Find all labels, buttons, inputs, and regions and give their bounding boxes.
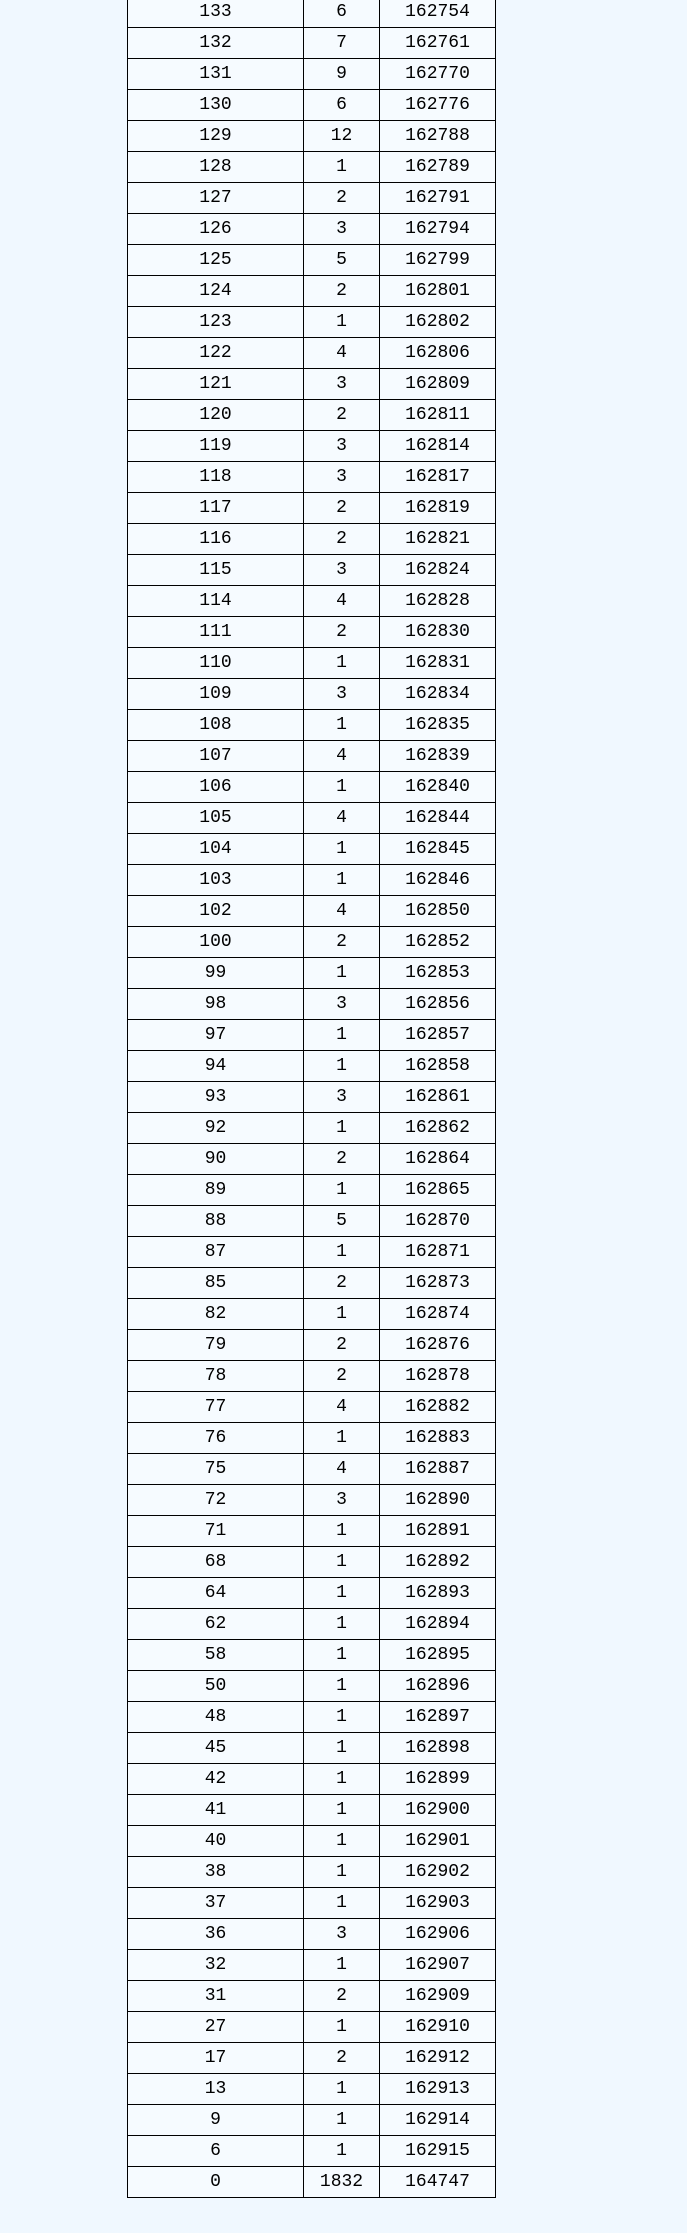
cell-cumulative: 162858 bbox=[380, 1051, 496, 1082]
cell-score: 68 bbox=[128, 1547, 304, 1578]
cell-count: 1 bbox=[304, 1578, 380, 1609]
table-row bbox=[128, 1361, 496, 1392]
table-row bbox=[128, 679, 496, 710]
cell-score: 40 bbox=[128, 1826, 304, 1857]
cell-count: 3 bbox=[304, 1082, 380, 1113]
table-row bbox=[128, 2136, 496, 2167]
cell-score: 121 bbox=[128, 369, 304, 400]
cell-cumulative: 162912 bbox=[380, 2043, 496, 2074]
cell-cumulative: 162791 bbox=[380, 183, 496, 214]
cell-count: 1 bbox=[304, 834, 380, 865]
table-row bbox=[128, 307, 496, 338]
cell-score: 120 bbox=[128, 400, 304, 431]
cell-cumulative: 162857 bbox=[380, 1020, 496, 1051]
cell-count: 4 bbox=[304, 741, 380, 772]
cell-score: 45 bbox=[128, 1733, 304, 1764]
cell-score: 102 bbox=[128, 896, 304, 927]
cell-score: 85 bbox=[128, 1268, 304, 1299]
table-row bbox=[128, 2043, 496, 2074]
table-row bbox=[128, 1888, 496, 1919]
table-row bbox=[128, 989, 496, 1020]
cell-score: 115 bbox=[128, 555, 304, 586]
cell-score: 32 bbox=[128, 1950, 304, 1981]
table-row bbox=[128, 493, 496, 524]
table-row bbox=[128, 927, 496, 958]
score-table-container bbox=[127, 0, 496, 2198]
cell-cumulative: 162870 bbox=[380, 1206, 496, 1237]
table-row bbox=[128, 958, 496, 989]
cell-count: 2 bbox=[304, 1981, 380, 2012]
cell-score: 50 bbox=[128, 1671, 304, 1702]
cell-cumulative: 162865 bbox=[380, 1175, 496, 1206]
cell-cumulative: 162883 bbox=[380, 1423, 496, 1454]
cell-score: 17 bbox=[128, 2043, 304, 2074]
cell-cumulative: 162899 bbox=[380, 1764, 496, 1795]
cell-cumulative: 162809 bbox=[380, 369, 496, 400]
table-row bbox=[128, 1764, 496, 1795]
cell-cumulative: 162903 bbox=[380, 1888, 496, 1919]
cell-score: 107 bbox=[128, 741, 304, 772]
cell-score: 31 bbox=[128, 1981, 304, 2012]
table-row bbox=[128, 28, 496, 59]
cell-score: 131 bbox=[128, 59, 304, 90]
cell-count: 1 bbox=[304, 1640, 380, 1671]
cell-count: 1 bbox=[304, 2012, 380, 2043]
table-row bbox=[128, 431, 496, 462]
table-row bbox=[128, 1175, 496, 1206]
table-row bbox=[128, 1950, 496, 1981]
cell-score: 38 bbox=[128, 1857, 304, 1888]
cell-count: 1 bbox=[304, 2074, 380, 2105]
cell-count: 1832 bbox=[304, 2167, 380, 2198]
cell-count: 1 bbox=[304, 648, 380, 679]
cell-count: 2 bbox=[304, 493, 380, 524]
cell-score: 79 bbox=[128, 1330, 304, 1361]
cell-count: 3 bbox=[304, 462, 380, 493]
cell-cumulative: 162817 bbox=[380, 462, 496, 493]
cell-score: 58 bbox=[128, 1640, 304, 1671]
cell-score: 122 bbox=[128, 338, 304, 369]
cell-cumulative: 162811 bbox=[380, 400, 496, 431]
cell-score: 97 bbox=[128, 1020, 304, 1051]
cell-cumulative: 162840 bbox=[380, 772, 496, 803]
cell-count: 3 bbox=[304, 369, 380, 400]
table-row bbox=[128, 1485, 496, 1516]
cell-cumulative: 162852 bbox=[380, 927, 496, 958]
table-row bbox=[128, 1578, 496, 1609]
cell-score: 82 bbox=[128, 1299, 304, 1330]
cell-score: 105 bbox=[128, 803, 304, 834]
cell-cumulative: 162895 bbox=[380, 1640, 496, 1671]
cell-count: 2 bbox=[304, 2043, 380, 2074]
cell-score: 100 bbox=[128, 927, 304, 958]
cell-score: 76 bbox=[128, 1423, 304, 1454]
cell-cumulative: 162844 bbox=[380, 803, 496, 834]
table-row bbox=[128, 1795, 496, 1826]
cell-count: 2 bbox=[304, 524, 380, 555]
cell-score: 132 bbox=[128, 28, 304, 59]
cell-count: 1 bbox=[304, 1764, 380, 1795]
cell-cumulative: 162890 bbox=[380, 1485, 496, 1516]
cell-cumulative: 162914 bbox=[380, 2105, 496, 2136]
cell-count: 1 bbox=[304, 710, 380, 741]
cell-score: 13 bbox=[128, 2074, 304, 2105]
table-row bbox=[128, 803, 496, 834]
cell-cumulative: 162831 bbox=[380, 648, 496, 679]
table-row bbox=[128, 2105, 496, 2136]
cell-count: 1 bbox=[304, 1950, 380, 1981]
cell-cumulative: 162814 bbox=[380, 431, 496, 462]
table-row bbox=[128, 152, 496, 183]
cell-cumulative: 162821 bbox=[380, 524, 496, 555]
cell-count: 1 bbox=[304, 958, 380, 989]
cell-count: 2 bbox=[304, 1268, 380, 1299]
cell-cumulative: 162846 bbox=[380, 865, 496, 896]
cell-score: 126 bbox=[128, 214, 304, 245]
cell-count: 5 bbox=[304, 1206, 380, 1237]
cell-score: 106 bbox=[128, 772, 304, 803]
cell-cumulative: 162878 bbox=[380, 1361, 496, 1392]
cell-cumulative: 162819 bbox=[380, 493, 496, 524]
cell-cumulative: 162900 bbox=[380, 1795, 496, 1826]
cell-count: 7 bbox=[304, 28, 380, 59]
table-row bbox=[128, 462, 496, 493]
cell-cumulative: 162874 bbox=[380, 1299, 496, 1330]
cell-cumulative: 162864 bbox=[380, 1144, 496, 1175]
cell-score: 72 bbox=[128, 1485, 304, 1516]
table-row bbox=[128, 1392, 496, 1423]
cell-score: 75 bbox=[128, 1454, 304, 1485]
cell-cumulative: 162788 bbox=[380, 121, 496, 152]
table-row bbox=[128, 1144, 496, 1175]
table-row bbox=[128, 90, 496, 121]
table-row bbox=[128, 834, 496, 865]
table-row bbox=[128, 1268, 496, 1299]
cell-count: 1 bbox=[304, 1237, 380, 1268]
cell-cumulative: 162799 bbox=[380, 245, 496, 276]
score-distribution-table bbox=[127, 0, 496, 2198]
cell-cumulative: 162894 bbox=[380, 1609, 496, 1640]
cell-cumulative: 162802 bbox=[380, 307, 496, 338]
cell-score: 110 bbox=[128, 648, 304, 679]
cell-score: 27 bbox=[128, 2012, 304, 2043]
cell-count: 3 bbox=[304, 555, 380, 586]
table-row bbox=[128, 741, 496, 772]
cell-score: 108 bbox=[128, 710, 304, 741]
table-row bbox=[128, 1020, 496, 1051]
cell-cumulative: 162862 bbox=[380, 1113, 496, 1144]
table-row bbox=[128, 1206, 496, 1237]
cell-score: 64 bbox=[128, 1578, 304, 1609]
cell-count: 1 bbox=[304, 307, 380, 338]
cell-cumulative: 162893 bbox=[380, 1578, 496, 1609]
cell-count: 1 bbox=[304, 1051, 380, 1082]
table-row bbox=[128, 1826, 496, 1857]
cell-count: 5 bbox=[304, 245, 380, 276]
cell-score: 77 bbox=[128, 1392, 304, 1423]
cell-score: 111 bbox=[128, 617, 304, 648]
cell-score: 130 bbox=[128, 90, 304, 121]
cell-score: 87 bbox=[128, 1237, 304, 1268]
table-row bbox=[128, 1857, 496, 1888]
cell-count: 1 bbox=[304, 1020, 380, 1051]
cell-score: 90 bbox=[128, 1144, 304, 1175]
cell-cumulative: 162835 bbox=[380, 710, 496, 741]
table-row bbox=[128, 896, 496, 927]
table-row bbox=[128, 59, 496, 90]
cell-score: 94 bbox=[128, 1051, 304, 1082]
cell-score: 124 bbox=[128, 276, 304, 307]
cell-score: 104 bbox=[128, 834, 304, 865]
cell-score: 6 bbox=[128, 2136, 304, 2167]
table-row bbox=[128, 617, 496, 648]
table-row bbox=[128, 1702, 496, 1733]
cell-count: 1 bbox=[304, 2105, 380, 2136]
table-row bbox=[128, 1609, 496, 1640]
cell-cumulative: 162794 bbox=[380, 214, 496, 245]
cell-cumulative: 162910 bbox=[380, 2012, 496, 2043]
cell-cumulative: 164747 bbox=[380, 2167, 496, 2198]
cell-score: 88 bbox=[128, 1206, 304, 1237]
table-row bbox=[128, 1516, 496, 1547]
cell-cumulative: 162913 bbox=[380, 2074, 496, 2105]
cell-cumulative: 162850 bbox=[380, 896, 496, 927]
table-row bbox=[128, 710, 496, 741]
cell-cumulative: 162853 bbox=[380, 958, 496, 989]
cell-count: 1 bbox=[304, 1795, 380, 1826]
cell-count: 9 bbox=[304, 59, 380, 90]
cell-count: 3 bbox=[304, 679, 380, 710]
table-row bbox=[128, 1919, 496, 1950]
table-row bbox=[128, 648, 496, 679]
cell-count: 2 bbox=[304, 183, 380, 214]
cell-cumulative: 162901 bbox=[380, 1826, 496, 1857]
cell-count: 3 bbox=[304, 1485, 380, 1516]
table-row bbox=[128, 2012, 496, 2043]
table-row bbox=[128, 1237, 496, 1268]
cell-count: 3 bbox=[304, 431, 380, 462]
cell-score: 93 bbox=[128, 1082, 304, 1113]
cell-score: 41 bbox=[128, 1795, 304, 1826]
cell-score: 129 bbox=[128, 121, 304, 152]
table-row bbox=[128, 1299, 496, 1330]
table-row bbox=[128, 865, 496, 896]
cell-cumulative: 162887 bbox=[380, 1454, 496, 1485]
cell-score: 78 bbox=[128, 1361, 304, 1392]
table-row bbox=[128, 183, 496, 214]
table-row bbox=[128, 1330, 496, 1361]
cell-count: 4 bbox=[304, 338, 380, 369]
table-row bbox=[128, 1733, 496, 1764]
cell-score: 48 bbox=[128, 1702, 304, 1733]
table-row bbox=[128, 1082, 496, 1113]
cell-count: 1 bbox=[304, 1175, 380, 1206]
cell-cumulative: 162915 bbox=[380, 2136, 496, 2167]
cell-count: 1 bbox=[304, 1857, 380, 1888]
score-table-body bbox=[128, 0, 496, 2198]
cell-count: 4 bbox=[304, 586, 380, 617]
cell-score: 89 bbox=[128, 1175, 304, 1206]
cell-score: 103 bbox=[128, 865, 304, 896]
cell-score: 37 bbox=[128, 1888, 304, 1919]
cell-cumulative: 162834 bbox=[380, 679, 496, 710]
cell-cumulative: 162824 bbox=[380, 555, 496, 586]
cell-cumulative: 162891 bbox=[380, 1516, 496, 1547]
cell-count: 2 bbox=[304, 927, 380, 958]
table-row bbox=[128, 1671, 496, 1702]
cell-cumulative: 162770 bbox=[380, 59, 496, 90]
table-row bbox=[128, 1640, 496, 1671]
cell-score: 125 bbox=[128, 245, 304, 276]
table-row bbox=[128, 276, 496, 307]
cell-count: 6 bbox=[304, 90, 380, 121]
cell-cumulative: 162776 bbox=[380, 90, 496, 121]
cell-score: 114 bbox=[128, 586, 304, 617]
cell-score: 92 bbox=[128, 1113, 304, 1144]
cell-score: 62 bbox=[128, 1609, 304, 1640]
cell-count: 6 bbox=[304, 0, 380, 28]
cell-cumulative: 162856 bbox=[380, 989, 496, 1020]
cell-count: 12 bbox=[304, 121, 380, 152]
cell-cumulative: 162845 bbox=[380, 834, 496, 865]
table-row bbox=[128, 2167, 496, 2198]
cell-cumulative: 162907 bbox=[380, 1950, 496, 1981]
table-row bbox=[128, 1454, 496, 1485]
table-row bbox=[128, 1113, 496, 1144]
table-row bbox=[128, 1423, 496, 1454]
cell-cumulative: 162861 bbox=[380, 1082, 496, 1113]
cell-cumulative: 162906 bbox=[380, 1919, 496, 1950]
cell-score: 109 bbox=[128, 679, 304, 710]
cell-cumulative: 162896 bbox=[380, 1671, 496, 1702]
table-row bbox=[128, 0, 496, 28]
cell-count: 1 bbox=[304, 1423, 380, 1454]
cell-cumulative: 162761 bbox=[380, 28, 496, 59]
cell-count: 1 bbox=[304, 1113, 380, 1144]
cell-score: 99 bbox=[128, 958, 304, 989]
cell-count: 3 bbox=[304, 989, 380, 1020]
cell-count: 1 bbox=[304, 772, 380, 803]
cell-count: 4 bbox=[304, 1392, 380, 1423]
cell-count: 3 bbox=[304, 214, 380, 245]
cell-cumulative: 162830 bbox=[380, 617, 496, 648]
cell-count: 1 bbox=[304, 1888, 380, 1919]
cell-count: 4 bbox=[304, 1454, 380, 1485]
table-row bbox=[128, 214, 496, 245]
cell-score: 9 bbox=[128, 2105, 304, 2136]
cell-cumulative: 162902 bbox=[380, 1857, 496, 1888]
cell-count: 3 bbox=[304, 1919, 380, 1950]
cell-cumulative: 162909 bbox=[380, 1981, 496, 2012]
cell-count: 1 bbox=[304, 1671, 380, 1702]
cell-cumulative: 162871 bbox=[380, 1237, 496, 1268]
cell-score: 42 bbox=[128, 1764, 304, 1795]
cell-count: 1 bbox=[304, 1733, 380, 1764]
cell-score: 123 bbox=[128, 307, 304, 338]
cell-cumulative: 162892 bbox=[380, 1547, 496, 1578]
cell-cumulative: 162754 bbox=[380, 0, 496, 28]
table-row bbox=[128, 1981, 496, 2012]
cell-count: 1 bbox=[304, 1547, 380, 1578]
cell-score: 127 bbox=[128, 183, 304, 214]
table-row bbox=[128, 555, 496, 586]
cell-count: 2 bbox=[304, 276, 380, 307]
cell-cumulative: 162801 bbox=[380, 276, 496, 307]
cell-score: 119 bbox=[128, 431, 304, 462]
cell-cumulative: 162839 bbox=[380, 741, 496, 772]
table-row bbox=[128, 369, 496, 400]
cell-count: 4 bbox=[304, 803, 380, 834]
cell-cumulative: 162828 bbox=[380, 586, 496, 617]
cell-score: 118 bbox=[128, 462, 304, 493]
cell-count: 2 bbox=[304, 617, 380, 648]
cell-score: 0 bbox=[128, 2167, 304, 2198]
cell-count: 1 bbox=[304, 1609, 380, 1640]
table-row bbox=[128, 1051, 496, 1082]
cell-score: 128 bbox=[128, 152, 304, 183]
cell-score: 98 bbox=[128, 989, 304, 1020]
cell-count: 1 bbox=[304, 1826, 380, 1857]
table-row bbox=[128, 524, 496, 555]
cell-cumulative: 162876 bbox=[380, 1330, 496, 1361]
cell-cumulative: 162882 bbox=[380, 1392, 496, 1423]
cell-cumulative: 162873 bbox=[380, 1268, 496, 1299]
cell-count: 1 bbox=[304, 1702, 380, 1733]
cell-count: 1 bbox=[304, 865, 380, 896]
table-row bbox=[128, 245, 496, 276]
cell-count: 1 bbox=[304, 152, 380, 183]
table-row bbox=[128, 121, 496, 152]
cell-cumulative: 162806 bbox=[380, 338, 496, 369]
cell-count: 4 bbox=[304, 896, 380, 927]
cell-count: 1 bbox=[304, 2136, 380, 2167]
cell-count: 2 bbox=[304, 1361, 380, 1392]
cell-score: 36 bbox=[128, 1919, 304, 1950]
table-row bbox=[128, 2074, 496, 2105]
cell-score: 71 bbox=[128, 1516, 304, 1547]
cell-count: 1 bbox=[304, 1299, 380, 1330]
cell-cumulative: 162898 bbox=[380, 1733, 496, 1764]
cell-cumulative: 162789 bbox=[380, 152, 496, 183]
cell-score: 116 bbox=[128, 524, 304, 555]
cell-score: 133 bbox=[128, 0, 304, 28]
cell-score: 117 bbox=[128, 493, 304, 524]
cell-count: 2 bbox=[304, 1330, 380, 1361]
cell-count: 2 bbox=[304, 1144, 380, 1175]
cell-count: 2 bbox=[304, 400, 380, 431]
table-row bbox=[128, 772, 496, 803]
table-row bbox=[128, 586, 496, 617]
table-row bbox=[128, 400, 496, 431]
cell-cumulative: 162897 bbox=[380, 1702, 496, 1733]
table-row bbox=[128, 1547, 496, 1578]
cell-count: 1 bbox=[304, 1516, 380, 1547]
table-row bbox=[128, 338, 496, 369]
